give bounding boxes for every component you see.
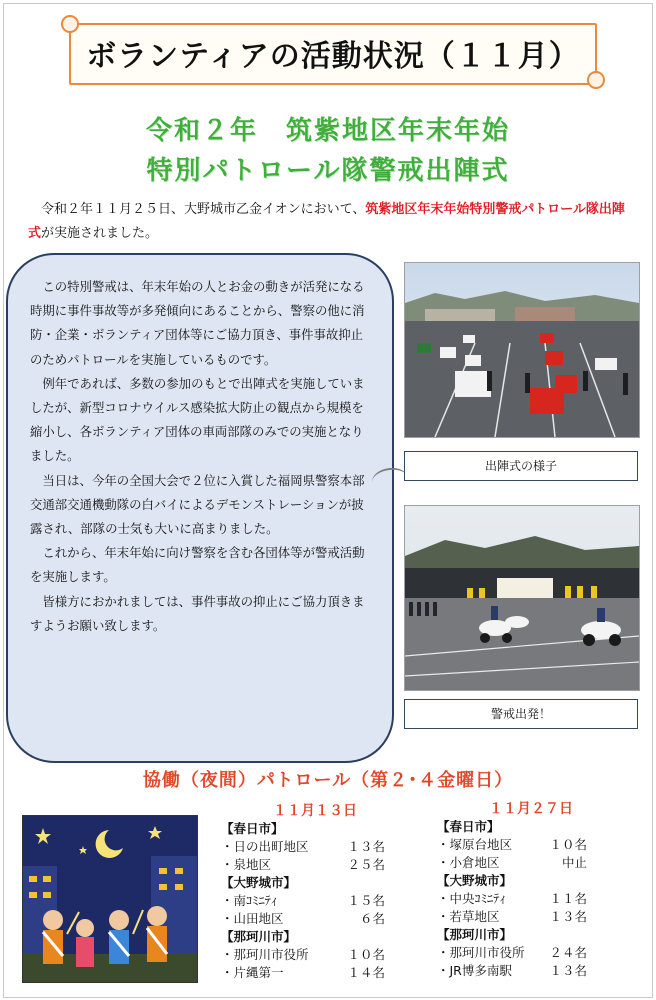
photo-caption-departure: 警戒出発！ bbox=[404, 699, 638, 729]
intro-highlight: 筑紫地区年末年始特別警戒パトロール隊出陣式 bbox=[28, 202, 625, 241]
event-title-line2: 特別パトロール隊警戒出陣式 bbox=[146, 156, 510, 186]
bubble-paragraph: この特別警戒は、年末年始の人とお金の動きが活発になる時期に事件事故等が多発傾向にあることから、警察の他に消防・企業・ボランティア団体等にご協力頂き、事件事故抑止のためパトロールを実施しているものです。 bbox=[30, 279, 365, 367]
patrol-date: １１月１３日 bbox=[273, 803, 357, 819]
patrol-date: １１月２７日 bbox=[489, 801, 573, 817]
bubble-paragraph: これから、年末年始に向け警察を含む各団体等が警戒活動を実施します。 bbox=[30, 545, 365, 585]
bubble-body bbox=[30, 275, 366, 638]
photo-caption-ceremony: 出陣式の様子 bbox=[404, 451, 638, 481]
patrol-section-title: 協働（夜間）パトロール（第２･４金曜日） bbox=[142, 770, 514, 791]
bubble-paragraph: 当日は、今年の全国大会で２位に入賞した福岡県警察本部交通部交通機動隊の白バイによるデモンストレーションが披露され、部隊の士気も大いに高まりました。 bbox=[30, 472, 365, 537]
page-title: ボランティアの活動状況（１１月） bbox=[86, 39, 580, 74]
bubble-paragraph: 皆様方におかれましては、事件事故の抑止にご協力頂きますようお願い致します。 bbox=[30, 593, 365, 633]
event-title-line1: 令和２年 筑紫地区年末年始 bbox=[145, 116, 510, 146]
ceremony-photo bbox=[404, 262, 640, 438]
title-scroll-banner bbox=[63, 17, 603, 87]
intro-text-2: が実施されました。 bbox=[41, 226, 159, 241]
departure-photo bbox=[404, 505, 640, 691]
patrol-column-1113: １１月１３日 【春日市】 ・日の出町地区 １３名 ・泉地区 ２５名 【大野城市】 ・南ｺﾐﾆﾃｨ １５名 ・山田地区 ６名 【那珂川市】 ・那珂川市役所 １０名 ・片縄第一 １４名 bbox=[221, 800, 391, 980]
intro-paragraph bbox=[28, 198, 628, 246]
patrol-column-1127: １１月２７日 【春日市】 ・塚原台地区 １０名 ・小倉地区 中止 【大野城市】 ・中央ｺﾐﾆﾃｨ １１名 ・若草地区 １３名 【那珂川市】 ・那珂川市役所 ２４名 ・JR博多南駅 １３名 bbox=[437, 798, 627, 978]
night-patrol-illustration bbox=[22, 815, 198, 983]
intro-text-1: 令和２年１１月２５日、大野城市乙金イオンにおいて、 bbox=[41, 202, 366, 217]
bubble-paragraph: 例年であれば、多数の参加のもとで出陣式を実施していましたが、新型コロナウイルス感染拡大防止の観点から規模を縮小し、各ボランティア団体の車両部隊のみでの実施となりました。 bbox=[30, 375, 365, 464]
